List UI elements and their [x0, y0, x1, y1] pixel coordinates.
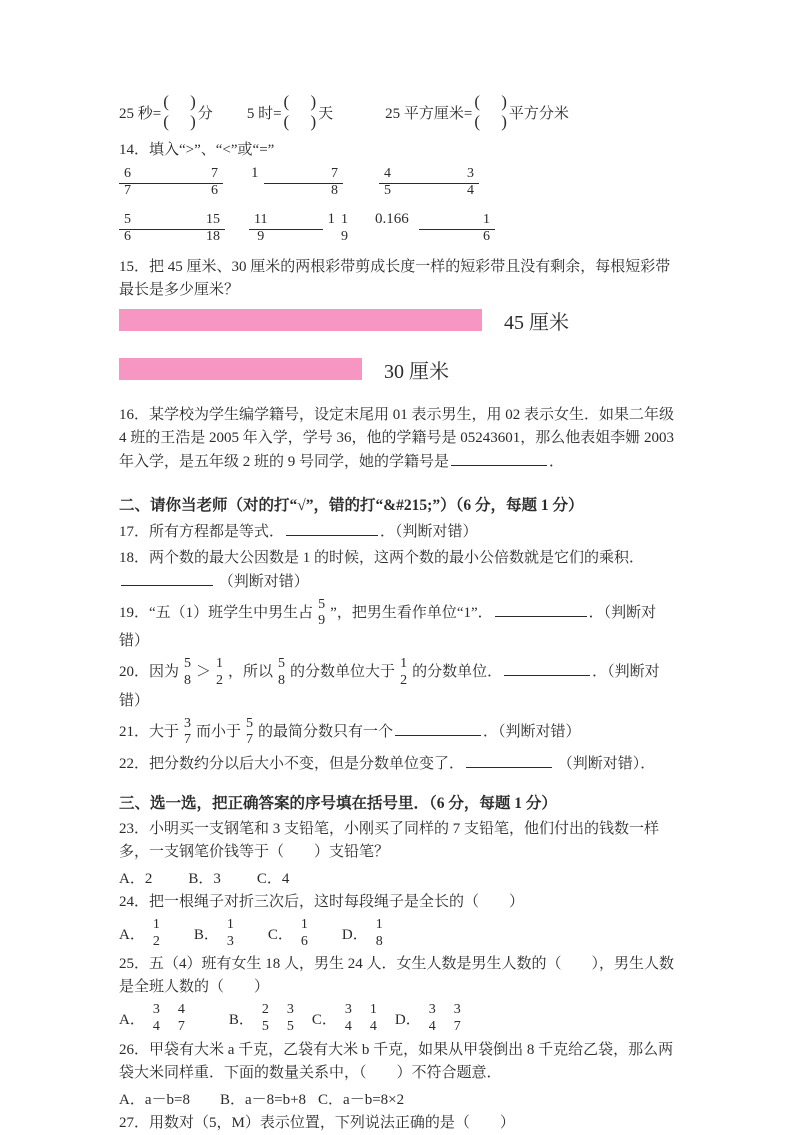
- question-text: 的分数单位大于: [290, 664, 396, 681]
- question-26-options: [119, 1088, 675, 1109]
- fraction-numerator: 1: [226, 916, 234, 932]
- answer-blank: [395, 720, 481, 736]
- fraction: [151, 917, 162, 950]
- judge-label: ．（判断对错）: [119, 664, 660, 709]
- option-c: [268, 917, 312, 950]
- blank-paren-fraction: [474, 92, 507, 133]
- comparison-blank: [251, 164, 343, 202]
- option-label: A．: [119, 1012, 145, 1029]
- fraction-numerator: 4: [177, 1002, 185, 1018]
- blank-paren: ( ): [283, 92, 317, 111]
- fraction-numerator: 2: [261, 1002, 269, 1018]
- fraction: [176, 1002, 187, 1035]
- option-d: [342, 917, 387, 950]
- option-label: C．: [311, 1012, 337, 1029]
- fraction-denominator: 4: [344, 1018, 352, 1034]
- fraction-numerator: 1: [400, 656, 408, 672]
- fraction: [214, 656, 225, 689]
- fraction-numerator: 3: [453, 1002, 461, 1018]
- fraction-numerator: 7: [211, 166, 218, 182]
- fraction: [316, 597, 327, 630]
- fraction-numerator: 1: [369, 1002, 377, 1018]
- fraction: [427, 1002, 438, 1035]
- fraction: [182, 716, 193, 749]
- blank-paren: ( ): [474, 92, 507, 111]
- question-text: 的分数单位．: [412, 664, 503, 681]
- fraction: [368, 1002, 379, 1035]
- fraction: [209, 166, 220, 199]
- fraction: [374, 917, 385, 950]
- blank-paren-fraction: [163, 92, 196, 133]
- whole-number: 1: [327, 211, 335, 228]
- fraction-denominator: 9: [257, 228, 265, 244]
- fraction-numerator: 5: [278, 656, 286, 672]
- fraction-numerator: 5: [124, 212, 131, 228]
- question-text: 17．所有方程都是等式．: [119, 523, 285, 540]
- conversion-prefix: 25 秒=: [119, 105, 162, 122]
- fraction-denominator: 9: [318, 613, 326, 629]
- fraction: [252, 212, 269, 245]
- comparison-blank: [119, 210, 225, 248]
- conversion-suffix: 平方分米: [508, 105, 569, 122]
- fraction-numerator: 15: [206, 212, 220, 228]
- question-25-options: [119, 1002, 675, 1035]
- answer-blank: [466, 752, 552, 768]
- question-text: 18．两个数的最大公因数是 1 的时候，这两个数的最小公倍数就是它们的乘积．: [119, 549, 645, 566]
- fraction-denominator: 6: [483, 228, 490, 244]
- comparison-blank: [379, 164, 479, 202]
- section-2-header: 二、请你当老师（对的打“√”，错的打“&#215;”）（6 分，每题 1 分）: [119, 496, 584, 514]
- fraction-denominator: 5: [384, 182, 391, 198]
- comparison-blank: [119, 164, 223, 202]
- question-text: 16．某学校为学生编学籍号，设定末尾用 01 表示男生，用 02 表示女生．如果二年级 4 班的王浩是 2005 年入学，学号 36，他的学籍号是 05243601，那么他表姐李姗 2003 年入学，是五年级 2 班的 9 号同学，她的学籍号是: [119, 406, 675, 470]
- fraction-denominator: 5: [261, 1018, 269, 1034]
- fraction-numerator: 3: [467, 166, 474, 182]
- fraction-numerator: 1: [341, 212, 348, 228]
- fraction: [299, 917, 310, 950]
- question-text: 21．大于: [119, 723, 180, 740]
- option-c: C．4: [256, 870, 290, 887]
- blank-paren-fraction: [284, 92, 317, 133]
- conversion-item: [385, 92, 569, 133]
- judge-label: ．（判断对错）: [483, 723, 581, 740]
- fraction-numerator: 1: [375, 916, 383, 932]
- fraction-denominator: 9: [341, 228, 348, 244]
- question-text: 20．因为: [119, 664, 180, 681]
- fraction: [285, 1002, 296, 1035]
- bar-label-45cm: 45 厘米: [504, 311, 569, 334]
- conversion-item: [247, 92, 333, 133]
- question-21: [119, 716, 675, 749]
- option-label: D．: [394, 1012, 421, 1029]
- fraction: [151, 1002, 162, 1035]
- fraction: [276, 656, 287, 689]
- fraction-denominator: 5: [286, 1018, 294, 1034]
- option-label: B．: [228, 1012, 254, 1029]
- question-26: 26．甲袋有大米 a 千克，乙袋有大米 b 千克，如果从甲袋倒出 8 千克给乙袋，那么两袋大米同样重．下面的数量关系中，（ ）不符合题意．: [119, 1041, 674, 1081]
- fraction-denominator: 2: [152, 933, 160, 949]
- answer-blank: [286, 520, 378, 536]
- fraction-line: [379, 183, 479, 184]
- fraction: [122, 166, 133, 199]
- fraction-denominator: 4: [467, 182, 474, 198]
- fraction-denominator: 6: [211, 182, 218, 198]
- fraction-denominator: 2: [216, 672, 224, 688]
- fraction-numerator: 1: [152, 916, 160, 932]
- question-text: 22．把分数约分以后大小不变，但是分数单位变了．: [119, 755, 465, 772]
- fraction-denominator: 3: [226, 933, 234, 949]
- fraction: [182, 656, 193, 689]
- question-14-row-1: [119, 164, 675, 202]
- option-b: B．a－8=b+8: [219, 1091, 307, 1108]
- question-text: 的最简分数只有一个: [258, 723, 394, 740]
- question-text: 19．“五（1）班学生中男生占: [119, 604, 314, 621]
- question-24-options: [119, 917, 675, 950]
- question-27: 27．用数对（5，M）表示位置，下列说法正确的是（ ）: [119, 1114, 515, 1131]
- judge-label: （判断对错）．: [557, 755, 656, 772]
- option-a: A．2: [119, 870, 153, 887]
- answer-blank: [495, 601, 587, 617]
- fraction-denominator: 8: [278, 672, 286, 688]
- fraction: [225, 917, 236, 950]
- fraction-denominator: 6: [300, 933, 308, 949]
- fraction: [244, 716, 255, 749]
- fraction-numerator: 7: [331, 166, 338, 182]
- blank-paren: ( ): [283, 112, 317, 132]
- fraction-line: [119, 183, 223, 184]
- answer-blank: [121, 570, 213, 586]
- option-c: [312, 1002, 381, 1035]
- fraction-denominator: 4: [428, 1018, 436, 1034]
- fraction-denominator: 7: [246, 732, 254, 748]
- fraction-numerator: 5: [246, 715, 254, 731]
- conversion-prefix: 5 时=: [246, 105, 282, 122]
- option-b: [229, 1002, 298, 1035]
- fraction-numerator: 1: [216, 656, 224, 672]
- question-15: 15．把 45 厘米、30 厘米的两根彩带剪成长度一样的短彩带且没有剩余，每根短彩带最长是多少厘米？: [119, 258, 671, 298]
- fraction-numerator: 3: [286, 1002, 294, 1018]
- answer-blank: [504, 660, 590, 676]
- fraction-numerator: 3: [152, 1002, 160, 1018]
- question-14-row-2: [119, 210, 675, 248]
- fraction-numerator: 4: [384, 166, 391, 182]
- section-3-header: 三、选一选，把正确答案的序号填在括号里．（6 分，每题 1 分）: [119, 794, 557, 812]
- conversion-suffix: 分: [197, 105, 213, 122]
- fraction: [329, 166, 340, 199]
- question-25: 25．五（4）班有女生 18 人，男生 24 人．女生人数是男生人数的（ ），男生人数是全班人数的（ ）: [119, 956, 675, 996]
- option-label: D．: [341, 927, 368, 944]
- option-b: B．3: [188, 870, 221, 887]
- question-20: [119, 656, 675, 712]
- fraction-numerator: 1: [483, 212, 490, 228]
- conversion-suffix: 天: [318, 105, 334, 122]
- fraction: [122, 212, 133, 245]
- blank-paren: ( ): [163, 112, 196, 132]
- fraction-denominator: 8: [184, 672, 192, 688]
- fraction: [452, 1002, 463, 1035]
- fraction-numerator: 3: [184, 715, 192, 731]
- fraction-denominator: 7: [184, 732, 192, 748]
- fraction-numerator: 6: [124, 166, 131, 182]
- fraction-numerator: 5: [184, 656, 192, 672]
- option-a: [119, 1002, 189, 1035]
- option-label: B．: [193, 927, 219, 944]
- fraction-numerator: 11: [254, 212, 268, 228]
- question-13-unit-conversions: [119, 92, 675, 133]
- question-22: [119, 752, 675, 776]
- fraction-denominator: 7: [124, 182, 131, 198]
- question-17: [119, 520, 675, 544]
- question-16: [119, 404, 675, 474]
- fraction-denominator: 2: [400, 672, 408, 688]
- fraction-denominator: 8: [331, 182, 338, 198]
- fraction-denominator: 7: [177, 1018, 185, 1034]
- question-18: [119, 547, 675, 594]
- blank-paren: ( ): [474, 112, 507, 132]
- greater-than-sign: ＞: [196, 664, 212, 681]
- option-b: [194, 917, 238, 950]
- fraction: [398, 656, 409, 689]
- fraction: [339, 212, 350, 245]
- option-label: C．: [267, 927, 293, 944]
- option-label: A．: [119, 927, 145, 944]
- fraction-denominator: 7: [453, 1018, 461, 1034]
- question-23-options: [119, 867, 675, 888]
- judge-label: （判断对错）: [218, 573, 309, 590]
- comparison-blank: [249, 210, 353, 248]
- fraction: [382, 166, 393, 199]
- fraction: [343, 1002, 354, 1035]
- answer-blank: [451, 450, 547, 466]
- number: 0.166: [375, 211, 409, 228]
- pink-bar-45cm: [119, 309, 482, 331]
- comparison-blank: [375, 210, 495, 248]
- mixed-number: [328, 212, 354, 245]
- number: 1: [251, 165, 259, 182]
- fraction-denominator: 4: [152, 1018, 160, 1034]
- option-d: [395, 1002, 465, 1035]
- option-a: [119, 917, 164, 950]
- fraction-numerator: 3: [428, 1002, 436, 1018]
- conversion-prefix: 25 平方厘米=: [385, 105, 473, 122]
- conversion-item: [119, 92, 213, 133]
- fraction-numerator: 3: [344, 1002, 352, 1018]
- fraction-denominator: 4: [369, 1018, 377, 1034]
- pink-bar-30cm: [119, 358, 362, 380]
- fraction-numerator: 1: [300, 916, 308, 932]
- judge-label: ．（判断对错）: [380, 523, 478, 540]
- judge-label: ．（判断对错）: [119, 604, 657, 650]
- fraction-numerator: 5: [318, 596, 326, 612]
- question-23: 23．小明买一支钢笔和 3 支铅笔，小刚买了同样的 7 支铅笔，他们付出的钱数一样多，一支钢笔价钱等于（ ）支铅笔？: [119, 820, 660, 860]
- fraction: [204, 212, 222, 245]
- question-text: ，所以: [228, 664, 274, 681]
- fraction-denominator: 8: [375, 933, 383, 949]
- question-text: 而小于: [196, 723, 242, 740]
- option-c: C．a－b=8×2: [318, 1091, 405, 1108]
- ribbon-bar-30: [119, 355, 675, 384]
- fraction-denominator: 18: [206, 228, 220, 244]
- fraction-denominator: 6: [124, 228, 131, 244]
- question-14-label: 14．填入“>”、“<”或“=”: [119, 141, 275, 158]
- fraction: [260, 1002, 271, 1035]
- question-19: [119, 597, 675, 653]
- bar-label-30cm: 30 厘米: [384, 360, 449, 383]
- question-24: 24．把一根绳子对折三次后，这时每段绳子是全长的（ ）: [119, 893, 525, 910]
- option-a: A．a－b=8: [119, 1091, 190, 1108]
- fraction: [481, 212, 492, 245]
- question-text: ．: [549, 453, 565, 470]
- blank-paren: ( ): [163, 92, 196, 111]
- fraction: [465, 166, 476, 199]
- ribbon-bar-45: [119, 306, 675, 335]
- question-text: ”，把男生看作单位“1”．: [330, 604, 493, 621]
